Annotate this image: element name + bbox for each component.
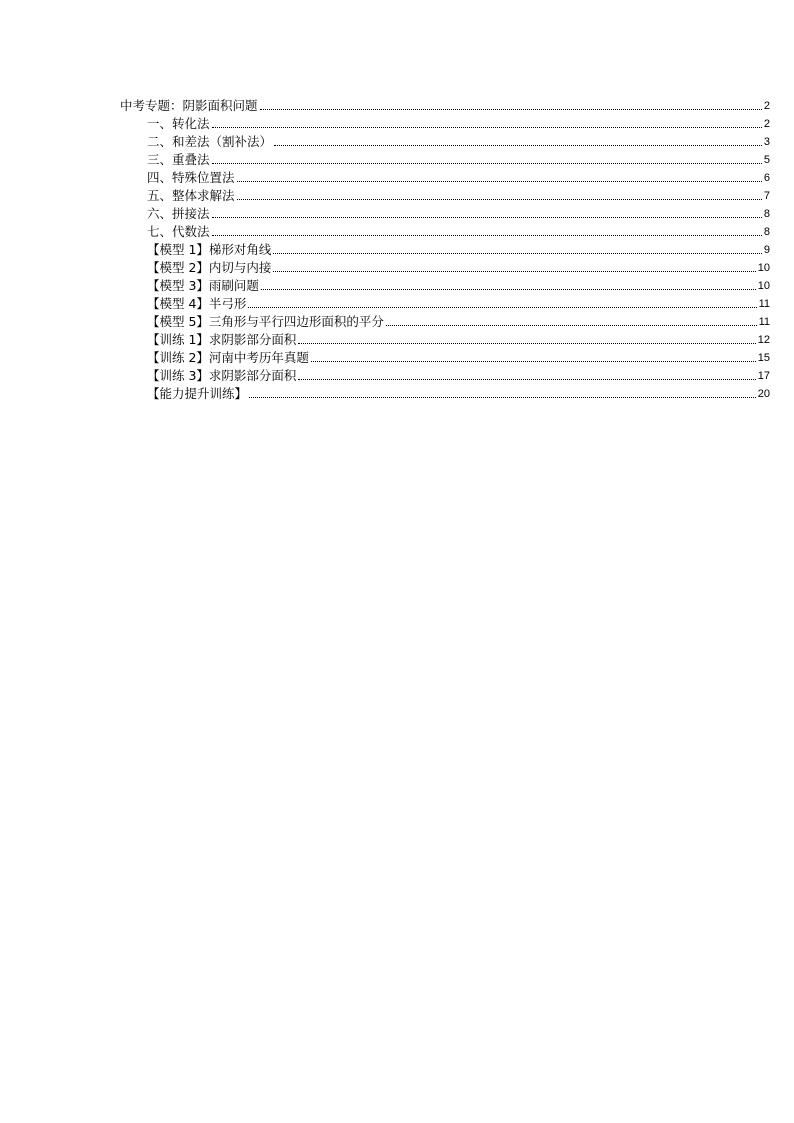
toc-leader-dots <box>274 145 762 146</box>
toc-entry-model-1[interactable] <box>120 241 770 259</box>
toc-page-number: 6 <box>763 172 770 184</box>
toc-page-number: 20 <box>757 388 770 400</box>
toc-leader-dots <box>237 199 762 200</box>
toc-entry-title: 三、重叠法 <box>147 152 210 167</box>
toc-page-number: 8 <box>763 226 770 238</box>
toc-entry-main-topic[interactable] <box>120 97 770 115</box>
toc-entry-title: 二、和差法（割补法） <box>147 134 273 149</box>
toc-page-number: 5 <box>763 154 770 166</box>
toc-leader-dots <box>249 397 756 398</box>
toc-entry-title: 【模型 5】三角形与平行四边形面积的平分 <box>147 314 384 329</box>
toc-page-number: 2 <box>763 100 770 112</box>
toc-leader-dots <box>298 379 755 380</box>
toc-page-number: 8 <box>763 208 770 220</box>
toc-entry-title: 五、整体求解法 <box>147 188 235 203</box>
toc-entry-model-3[interactable] <box>120 277 770 295</box>
toc-page-number: 10 <box>757 280 770 292</box>
toc-entry-title: 四、特殊位置法 <box>147 170 235 185</box>
toc-leader-dots <box>260 109 762 110</box>
toc-entry-training-1[interactable] <box>120 331 770 349</box>
toc-leader-dots <box>311 361 756 362</box>
toc-page-number: 17 <box>757 370 770 382</box>
toc-entry-model-2[interactable] <box>120 259 770 277</box>
table-of-contents <box>120 97 770 403</box>
toc-entry-title: 【能力提升训练】 <box>147 386 248 401</box>
toc-page-number: 3 <box>763 136 770 148</box>
toc-entry-algebraic-method[interactable] <box>120 223 770 241</box>
toc-page-number: 15 <box>757 352 770 364</box>
toc-page-number: 10 <box>757 262 770 274</box>
toc-leader-dots <box>298 343 755 344</box>
toc-leader-dots <box>386 325 757 326</box>
toc-leader-dots <box>261 289 756 290</box>
toc-entry-sum-difference-method[interactable] <box>120 133 770 151</box>
toc-entry-holistic-method[interactable] <box>120 187 770 205</box>
toc-entry-title: 一、转化法 <box>147 116 210 131</box>
toc-leader-dots <box>273 253 761 254</box>
toc-entry-model-4[interactable] <box>120 295 770 313</box>
toc-page-number: 2 <box>763 118 770 130</box>
toc-entry-title: 【模型 4】半弓形 <box>147 296 247 311</box>
toc-leader-dots <box>212 217 762 218</box>
toc-entry-conversion-method[interactable] <box>120 115 770 133</box>
toc-entry-splicing-method[interactable] <box>120 205 770 223</box>
toc-page-number: 9 <box>763 244 770 256</box>
toc-entry-title: 【训练 2】河南中考历年真题 <box>147 350 309 365</box>
toc-leader-dots <box>248 307 756 308</box>
toc-entry-title: 中考专题：阴影面积问题 <box>120 98 258 113</box>
toc-leader-dots <box>237 181 762 182</box>
toc-leader-dots <box>212 235 762 236</box>
toc-entry-title: 【模型 3】雨刷问题 <box>147 278 259 293</box>
toc-entry-training-2[interactable] <box>120 349 770 367</box>
toc-page-number: 12 <box>757 334 770 346</box>
toc-leader-dots <box>212 127 762 128</box>
toc-entry-training-3[interactable] <box>120 367 770 385</box>
toc-entry-model-5[interactable] <box>120 313 770 331</box>
toc-entry-title: 【模型 2】内切与内接 <box>147 260 272 275</box>
toc-entry-title: 【模型 1】梯形对角线 <box>147 242 272 257</box>
toc-entry-ability-training[interactable] <box>120 385 770 403</box>
toc-page-number: 11 <box>758 316 770 328</box>
toc-entry-title: 【训练 3】求阴影部分面积 <box>147 368 297 383</box>
toc-page-number: 7 <box>763 190 770 202</box>
toc-leader-dots <box>212 163 762 164</box>
toc-entry-title: 七、代数法 <box>147 224 210 239</box>
toc-page-number: 11 <box>758 298 770 310</box>
toc-entry-special-position-method[interactable] <box>120 169 770 187</box>
toc-entry-title: 【训练 1】求阴影部分面积 <box>147 332 297 347</box>
toc-entry-overlap-method[interactable] <box>120 151 770 169</box>
toc-entry-title: 六、拼接法 <box>147 206 210 221</box>
toc-leader-dots <box>273 271 755 272</box>
